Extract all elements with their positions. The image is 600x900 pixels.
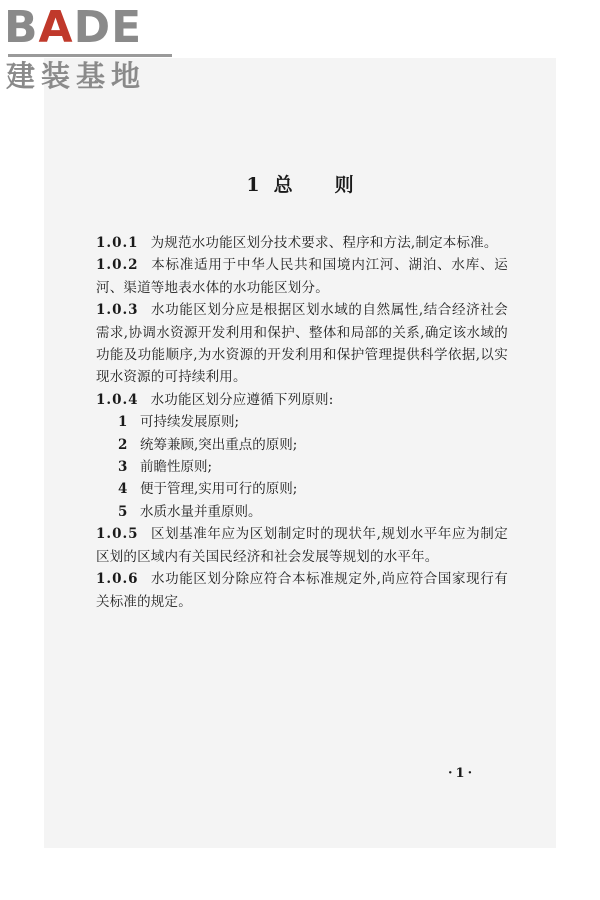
principle-number: 2 [118, 436, 128, 453]
clause-number: 1.0.2 [96, 257, 139, 274]
clause-text: 区划基准年应为区划制定时的现状年,规划水平年应为制定区划的区域内有关国民经济和社会发展等规划的水平年。 [96, 526, 508, 565]
watermark-tagline: 建装基地 [6, 59, 147, 93]
principle-number: 5 [118, 503, 128, 520]
clause-text: 为规范水功能区划分技术要求、程序和方法,制定本标准。 [150, 235, 498, 251]
clause-1-0-1 [96, 232, 508, 254]
chapter-title [0, 170, 600, 197]
clause-number: 1.0.4 [96, 391, 139, 408]
watermark-logo [4, 2, 176, 94]
principle-text: 便于管理,实用可行的原则; [140, 481, 298, 498]
principle-number: 3 [118, 459, 128, 476]
principle-item [96, 434, 508, 456]
chapter-title-part1: 总 [273, 174, 293, 196]
clause-number: 1.0.3 [96, 302, 139, 319]
principle-item [96, 478, 508, 500]
principle-text: 水质水量并重原则。 [140, 503, 262, 520]
clause-text: 水功能区划分除应符合本标准规定外,尚应符合国家现行有关标准的规定。 [96, 571, 508, 610]
principle-text: 前瞻性原则; [140, 459, 213, 476]
principle-number: 4 [118, 481, 128, 498]
clause-1-0-3 [96, 299, 508, 389]
clause-1-0-4 [96, 389, 508, 411]
clause-text: 水功能区划分应遵循下列原则: [150, 391, 334, 408]
clause-1-0-6 [96, 568, 508, 613]
principle-text: 可持续发展原则; [140, 414, 240, 431]
principle-item [96, 501, 508, 523]
principle-item [96, 411, 508, 433]
clause-number: 1.0.1 [96, 235, 139, 251]
clause-text: 水功能区划分应是根据区划水域的自然属性,结合经济社会需求,协调水资源开发利用和保护、整体和局部的关系,确定该水域的功能及功能顺序,为水资源的开发利用和保护管理提供科学依据,以实现水资源的可持续利用。 [96, 302, 508, 386]
watermark-brand: BADE [4, 2, 143, 53]
principle-item [96, 456, 508, 478]
document-body [96, 232, 508, 613]
principle-number: 1 [118, 414, 128, 431]
chapter-number: 1 [246, 174, 260, 196]
principle-text: 统筹兼顾,突出重点的原则; [140, 436, 298, 453]
clause-1-0-5 [96, 523, 508, 568]
clause-number: 1.0.5 [96, 526, 139, 543]
page-number: ·1· [448, 766, 476, 781]
clause-text: 本标准适用于中华人民共和国境内江河、湖泊、水库、运河、渠道等地表水体的水功能区划分。 [96, 257, 508, 296]
chapter-title-part2: 则 [334, 174, 354, 196]
clause-1-0-2 [96, 254, 508, 299]
watermark-divider [8, 54, 172, 57]
clause-number: 1.0.6 [96, 571, 139, 588]
